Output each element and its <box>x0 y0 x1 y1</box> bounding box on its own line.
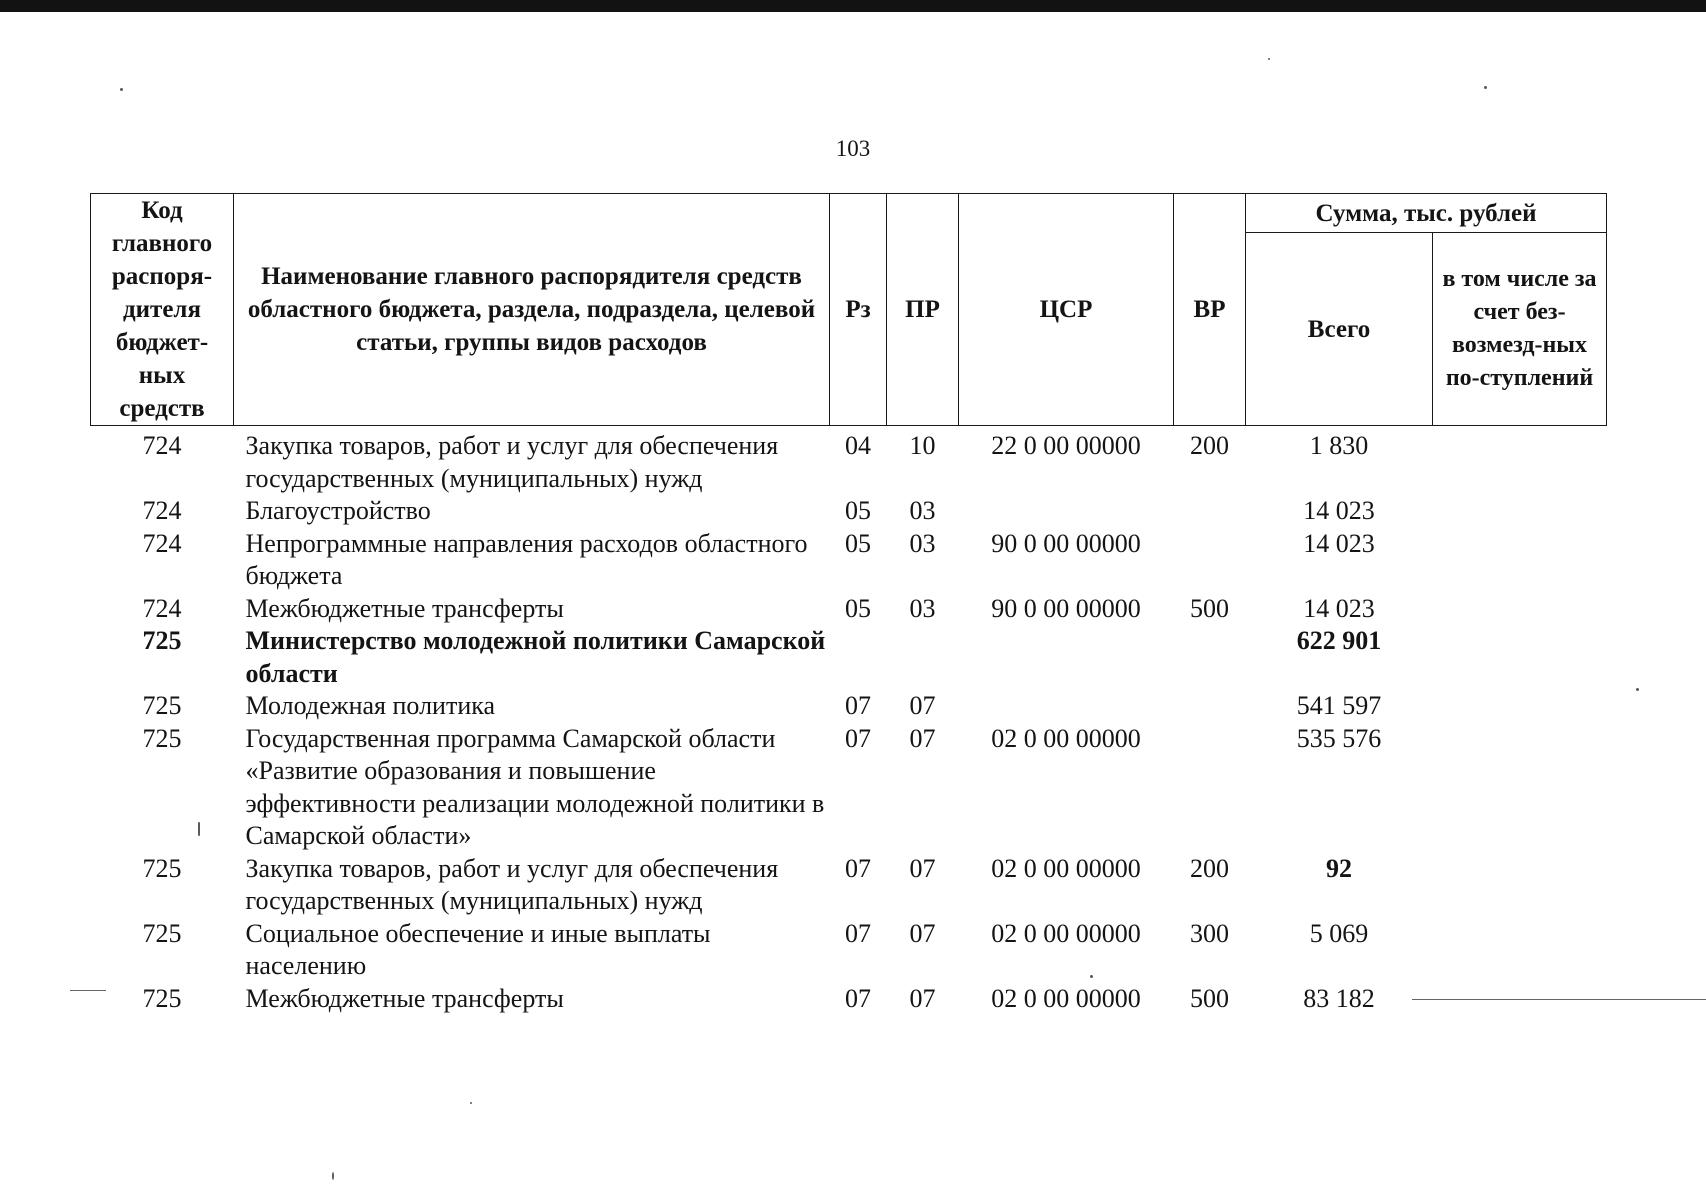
cell-vr <box>1174 625 1246 690</box>
cell-total: 5 069 <box>1309 918 1369 948</box>
cell-code: 724 <box>142 593 182 623</box>
page-number: 103 <box>835 136 871 161</box>
cell-pr: 03 <box>909 528 936 558</box>
header-sum: Сумма, тыс. рублей <box>1246 194 1607 233</box>
table-row <box>91 625 1607 690</box>
cell-rz: 07 <box>845 983 871 1013</box>
budget-table <box>90 193 1607 1015</box>
cell-name: Закупка товаров, работ и услуг для обеспечения государственных (муниципальных) нужд <box>245 853 779 915</box>
header-pr: ПР <box>887 194 959 426</box>
cell-pr: 03 <box>909 593 936 623</box>
table-body <box>91 426 1607 1016</box>
table-row <box>91 853 1607 918</box>
header-rz: Рз <box>830 194 887 426</box>
cell-total: 83 182 <box>1303 983 1375 1013</box>
header-vr: ВР <box>1174 194 1246 426</box>
cell-csr <box>959 690 1174 723</box>
cell-code: 724 <box>142 496 182 525</box>
cell-total: 92 <box>1326 853 1352 883</box>
scan-speck <box>1090 975 1093 978</box>
table-row <box>91 426 1607 496</box>
header-csr: ЦСР <box>959 194 1174 426</box>
cell-code: 725 <box>142 918 182 948</box>
cell-code: 725 <box>142 853 182 883</box>
table-row <box>91 723 1607 853</box>
cell-vr: 200 <box>1190 431 1229 460</box>
cell-total: 622 901 <box>1296 626 1382 655</box>
cell-code: 725 <box>142 723 182 753</box>
cell-code: 724 <box>142 528 182 558</box>
cell-name: Молодежная политика <box>245 691 496 720</box>
cell-csr <box>959 495 1174 528</box>
cell-gratuitous <box>1433 723 1607 853</box>
cell-code: 725 <box>142 983 182 1013</box>
table-row <box>91 495 1607 528</box>
cell-name: Межбюджетные трансферты <box>245 593 564 623</box>
cell-pr: 10 <box>909 431 936 460</box>
cell-rz: 07 <box>845 723 871 753</box>
scan-dash-line <box>70 990 106 991</box>
table-row <box>91 690 1607 723</box>
table-row <box>91 528 1607 593</box>
scan-speck <box>198 822 200 836</box>
cell-pr: 07 <box>909 983 936 1013</box>
table-row <box>91 593 1607 626</box>
cell-gratuitous <box>1433 426 1607 496</box>
cell-vr <box>1174 528 1246 593</box>
header-total: Всего <box>1246 233 1433 426</box>
scan-dash-line <box>1412 999 1706 1000</box>
cell-pr: 07 <box>909 918 936 948</box>
cell-rz: 07 <box>845 691 871 720</box>
cell-name: Министерство молодежной политики Самарской области <box>245 626 826 688</box>
cell-pr: 07 <box>909 853 936 883</box>
cell-name: Благоустройство <box>245 496 431 525</box>
cell-csr <box>959 625 1174 690</box>
scan-top-edge <box>0 0 1706 12</box>
cell-vr <box>1174 495 1246 528</box>
header-gratuitous: в том числе за счет без-возмезд-ных по-ступлений <box>1433 233 1607 426</box>
header-code: Код главного распоря-дителя бюджет-ных средств <box>91 194 234 426</box>
cell-name: Межбюджетные трансферты <box>245 983 564 1013</box>
cell-rz <box>830 625 887 690</box>
cell-gratuitous <box>1433 625 1607 690</box>
cell-csr: 02 0 00 00000 <box>991 983 1141 1013</box>
scan-speck <box>332 1172 334 1180</box>
cell-code: 725 <box>142 626 182 655</box>
scan-speck <box>470 1102 472 1104</box>
cell-vr: 300 <box>1190 918 1229 948</box>
cell-vr: 500 <box>1190 593 1229 623</box>
cell-rz: 07 <box>845 853 871 883</box>
cell-rz: 05 <box>845 593 871 623</box>
cell-pr: 03 <box>909 496 936 525</box>
header-name: Наименование главного распорядителя средств областного бюджета, раздела, подраздела, целевой статьи, группы видов расходов <box>234 194 830 426</box>
cell-rz: 05 <box>845 528 871 558</box>
cell-total: 535 576 <box>1296 723 1382 753</box>
cell-total: 1 830 <box>1309 431 1369 460</box>
cell-pr: 07 <box>909 723 936 753</box>
cell-name: Государственная программа Самарской области «Развитие образования и повышение эффективности реализации молодежной политики в Самарской области» <box>245 723 825 850</box>
cell-gratuitous <box>1433 918 1607 983</box>
cell-rz: 05 <box>845 496 871 525</box>
cell-code: 725 <box>142 691 182 720</box>
cell-total: 541 597 <box>1296 691 1382 720</box>
cell-gratuitous <box>1433 690 1607 723</box>
cell-vr: 500 <box>1190 983 1229 1013</box>
cell-total: 14 023 <box>1303 528 1375 558</box>
cell-total: 14 023 <box>1303 593 1375 623</box>
cell-name: Непрограммные направления расходов областного бюджета <box>245 528 808 590</box>
cell-csr: 90 0 00 00000 <box>991 593 1141 623</box>
cell-rz: 04 <box>845 431 871 460</box>
scan-speck <box>120 88 123 91</box>
table-row <box>91 918 1607 983</box>
cell-total: 14 023 <box>1303 496 1375 525</box>
cell-vr: 200 <box>1190 853 1229 883</box>
cell-name: Закупка товаров, работ и услуг для обеспечения государственных (муниципальных) нужд <box>245 431 779 493</box>
cell-gratuitous <box>1433 853 1607 918</box>
cell-name: Социальное обеспечение и иные выплаты населению <box>245 918 711 980</box>
scan-speck <box>1636 688 1639 691</box>
scan-speck <box>1268 58 1270 60</box>
table-row <box>91 983 1607 1016</box>
cell-vr <box>1174 723 1246 853</box>
cell-code: 724 <box>142 431 182 460</box>
cell-pr <box>887 625 959 690</box>
cell-gratuitous <box>1433 528 1607 593</box>
cell-gratuitous <box>1433 593 1607 626</box>
cell-pr: 07 <box>909 691 936 720</box>
cell-csr: 02 0 00 00000 <box>991 853 1141 883</box>
scan-speck <box>1484 86 1487 89</box>
cell-rz: 07 <box>845 918 871 948</box>
cell-csr: 22 0 00 00000 <box>991 431 1141 460</box>
cell-vr <box>1174 690 1246 723</box>
cell-csr: 02 0 00 00000 <box>991 723 1141 753</box>
cell-gratuitous <box>1433 495 1607 528</box>
cell-csr: 02 0 00 00000 <box>991 918 1141 948</box>
cell-csr: 90 0 00 00000 <box>991 528 1141 558</box>
